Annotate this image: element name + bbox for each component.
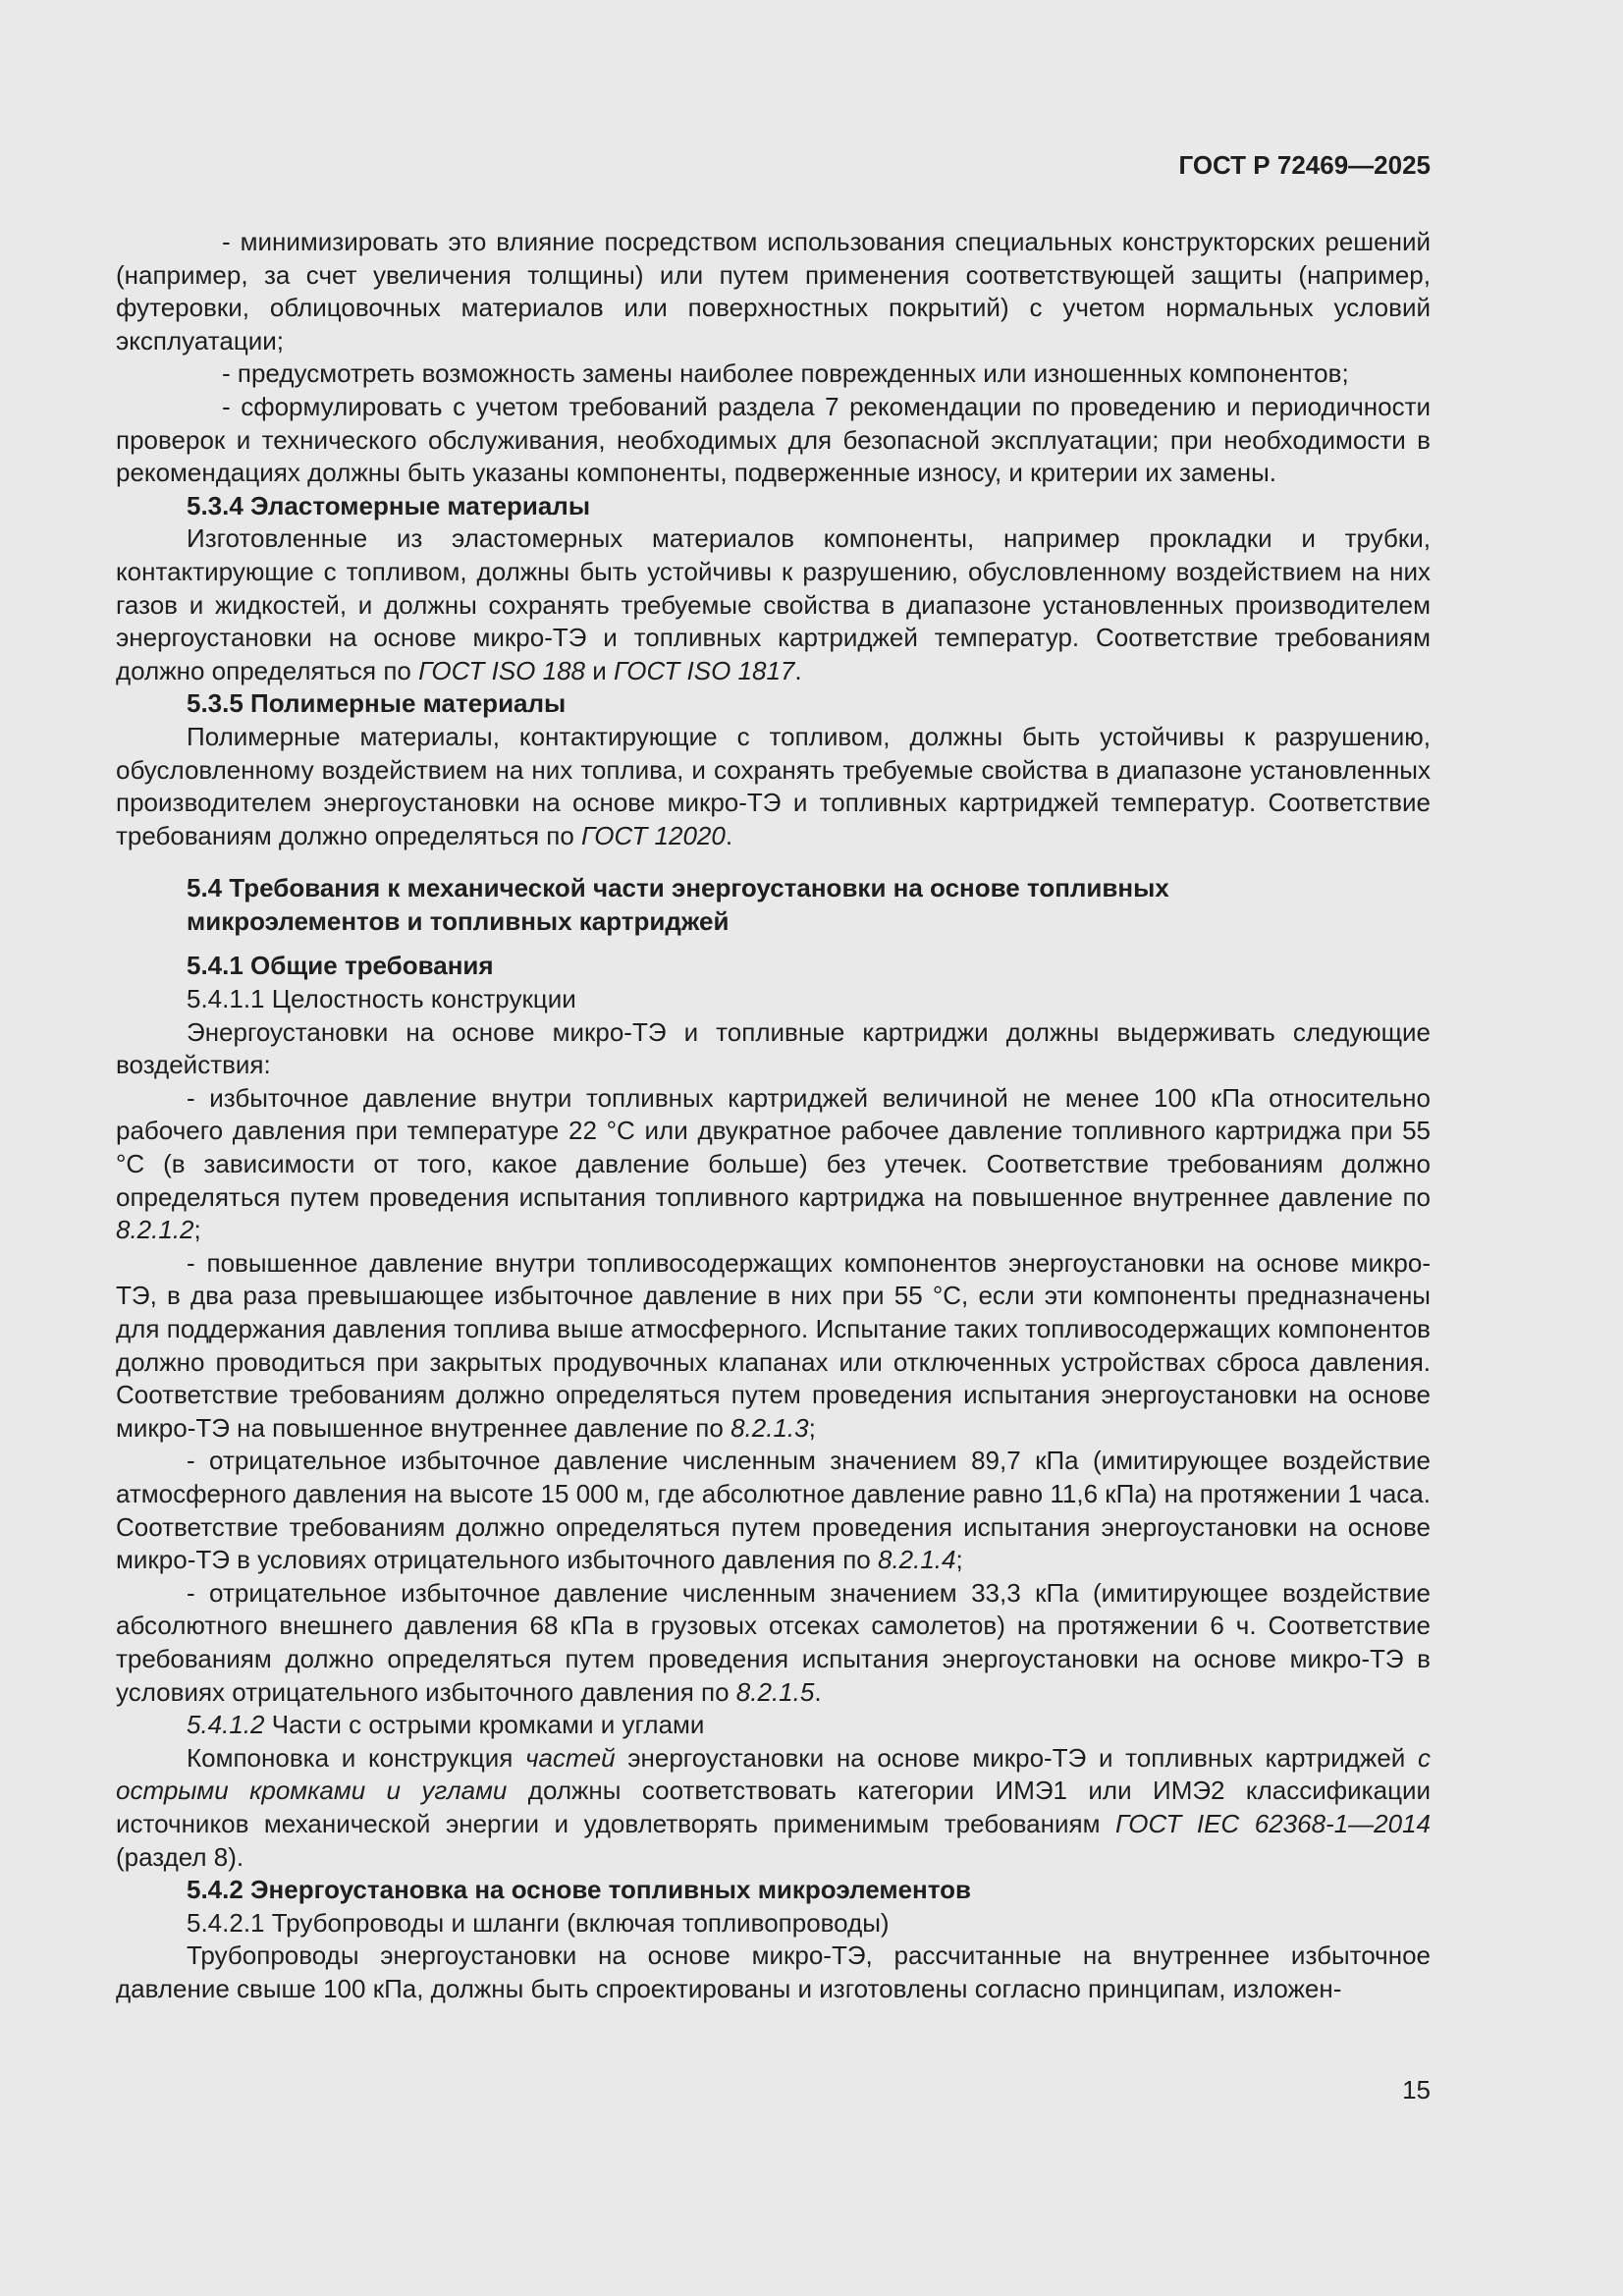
page-body (116, 226, 1431, 2005)
list-item: - избыточное давление внутри топливных картриджей величиной не менее 100 кПа относительно рабочего давления при температуре 22 °С или двукратное рабочее давление топливного картриджа при 55 °С (в зависимости от того, какое давление больше) без утечек. Соответствие требованиям должно определяться путем проведения испытания топливного картриджа на повышенное внутреннее давление по 8.2.1.2; (116, 1082, 1431, 1245)
paragraph-5-4-2-1: Трубопроводы энергоустановки на основе микро-ТЭ, рассчитанные на внутреннее избыточное давление свыше 100 кПа, должны быть спроектированы и изготовлены согласно принципам, изложен- (116, 1941, 1431, 2003)
page-number: 15 (1402, 2075, 1431, 2105)
standard-reference: ГОСТ ISO 1817 (614, 655, 795, 685)
list-item: - сформулировать с учетом требований раздела 7 рекомендации по проведению и периодичности проверок и технического обслуживания, необходимых для безопасной эксплуатации; при необходимости в рекомендациях должны быть указаны компоненты, подверженные износу, и критерии их замены. (116, 391, 1431, 488)
section-heading-5-4-1: 5.4.1 Общие требования (187, 951, 494, 981)
list-item: - отрицательное избыточное давление численным значением 33,3 кПа (имитирующее воздействие абсолютного внешнего давления 68 кПа в грузовых отсеках самолетов) на протяжении 6 ч. Соответствие требованиям должно определяться путем проведения испытания энергоустановки на основе микро-ТЭ в условиях отрицательного избыточного давления по 8.2.1.5. (116, 1577, 1431, 1707)
list-item: - минимизировать это влияние посредством использования специальных конструкторских решений (например, за счет увеличения толщины) или путем применения соответствующей защиты (например, футеровки, облицовочных материалов или поверхностных покрытий) с учетом нормальных условий эксплуатации; (116, 227, 1431, 355)
section-heading-5-4: 5.4 Требования к механической части энергоустановки на основе топливных микроэлементов и топливных картриджей (187, 873, 1169, 936)
list-item: - предусмотреть возможность замены наиболее поврежденных или изношенных компонентов; (222, 358, 1349, 389)
clause-reference: 8.2.1.3 (730, 1412, 809, 1443)
spacer (116, 852, 1431, 872)
clause-reference: 8.2.1.2 (116, 1215, 194, 1245)
section-heading-5-3-4: 5.3.4 Эластомерные материалы (187, 490, 591, 520)
paragraph-5-3-5: Полимерные материалы, контактирующие с топливом, должны быть устойчивы к разрушению, обусловленному воздействием на них топлива, и сохранять требуемые свойства в диапазоне установленных производителем энергоустановки на основе микро-ТЭ и топливных картриджей температур. Соответствие требованиям должно определяться по ГОСТ 12020. (116, 721, 1431, 850)
clause-reference: 8.2.1.4 (877, 1545, 956, 1575)
spacer (116, 938, 1431, 950)
section-heading-5-4-2: 5.4.2 Энергоустановка на основе топливных микроэлементов (187, 1875, 972, 1905)
section-heading-5-3-5: 5.3.5 Полимерные материалы (187, 688, 567, 719)
clause-reference: 8.2.1.5 (735, 1676, 815, 1707)
subsection-heading-5-4-1-2: 5.4.1.2 Части с острыми кромками и углами (187, 1710, 705, 1740)
subsection-heading-5-4-2-1: 5.4.2.1 Трубопроводы и шланги (включая топливопроводы) (187, 1907, 890, 1938)
paragraph-5-3-4: Изготовленные из эластомерных материалов компоненты, например прокладки и трубки, контактирующие с топливом, должны быть устойчивы к разрушению, обусловленному воздействием на них газов и жидкостей, и должны сохранять требуемые свойства в диапазоне установленных производителем энергоустановки на основе микро-ТЭ и топливных картриджей температур. Соответствие требованиям должно определяться по ГОСТ ISO 188 и ГОСТ ISO 1817. (116, 523, 1431, 685)
subsection-heading-5-4-1-1: 5.4.1.1 Целостность конструкции (187, 984, 576, 1014)
standard-reference: ГОСТ ISO 188 (418, 655, 586, 685)
list-item: - повышенное давление внутри топливосодержащих компонентов энергоустановки на основе микро-ТЭ, в два раза превышающее избыточное давление в них при 55 °С, если эти компоненты предназначены для поддержания давления топлива выше атмосферного. Испытание таких топливосодержащих компонентов должно проводиться при закрытых продувочных клапанах или отключенных устройствах сброса давления. Соответствие требованиям должно определяться путем проведения испытания энергоустановки на основе микро-ТЭ на повышенное внутреннее давление по 8.2.1.3; (116, 1247, 1431, 1443)
paragraph-5-4-1-1: Энергоустановки на основе микро-ТЭ и топливные картриджи должны выдерживать следующие воздействия: (116, 1016, 1431, 1080)
document-header: ГОСТ Р 72469—2025 (1178, 150, 1431, 180)
standard-reference: ГОСТ IEC 62368-1—2014 (1115, 1808, 1431, 1838)
list-item: - отрицательное избыточное давление численным значением 89,7 кПа (имитирующее воздействие атмосферного давления на высоте 15 000 м, где абсолютное давление равно 11,6 кПа) на протяжении 1 часа. Соответствие требованиям должно определяться путем проведения испытания энергоустановки на основе микро-ТЭ в условиях отрицательного избыточного давления по 8.2.1.4; (116, 1446, 1431, 1575)
standard-reference: ГОСТ 12020 (581, 820, 726, 850)
paragraph-5-4-1-2: Компоновка и конструкция частей энергоустановки на основе микро-ТЭ и топливных картриджей с острыми кромками и углами должны соответствовать категории ИМЭ1 или ИМЭ2 классификации источников механической энергии и удовлетворять применимым требованиям ГОСТ IEC 62368-1—2014 (раздел 8). (116, 1742, 1432, 1872)
